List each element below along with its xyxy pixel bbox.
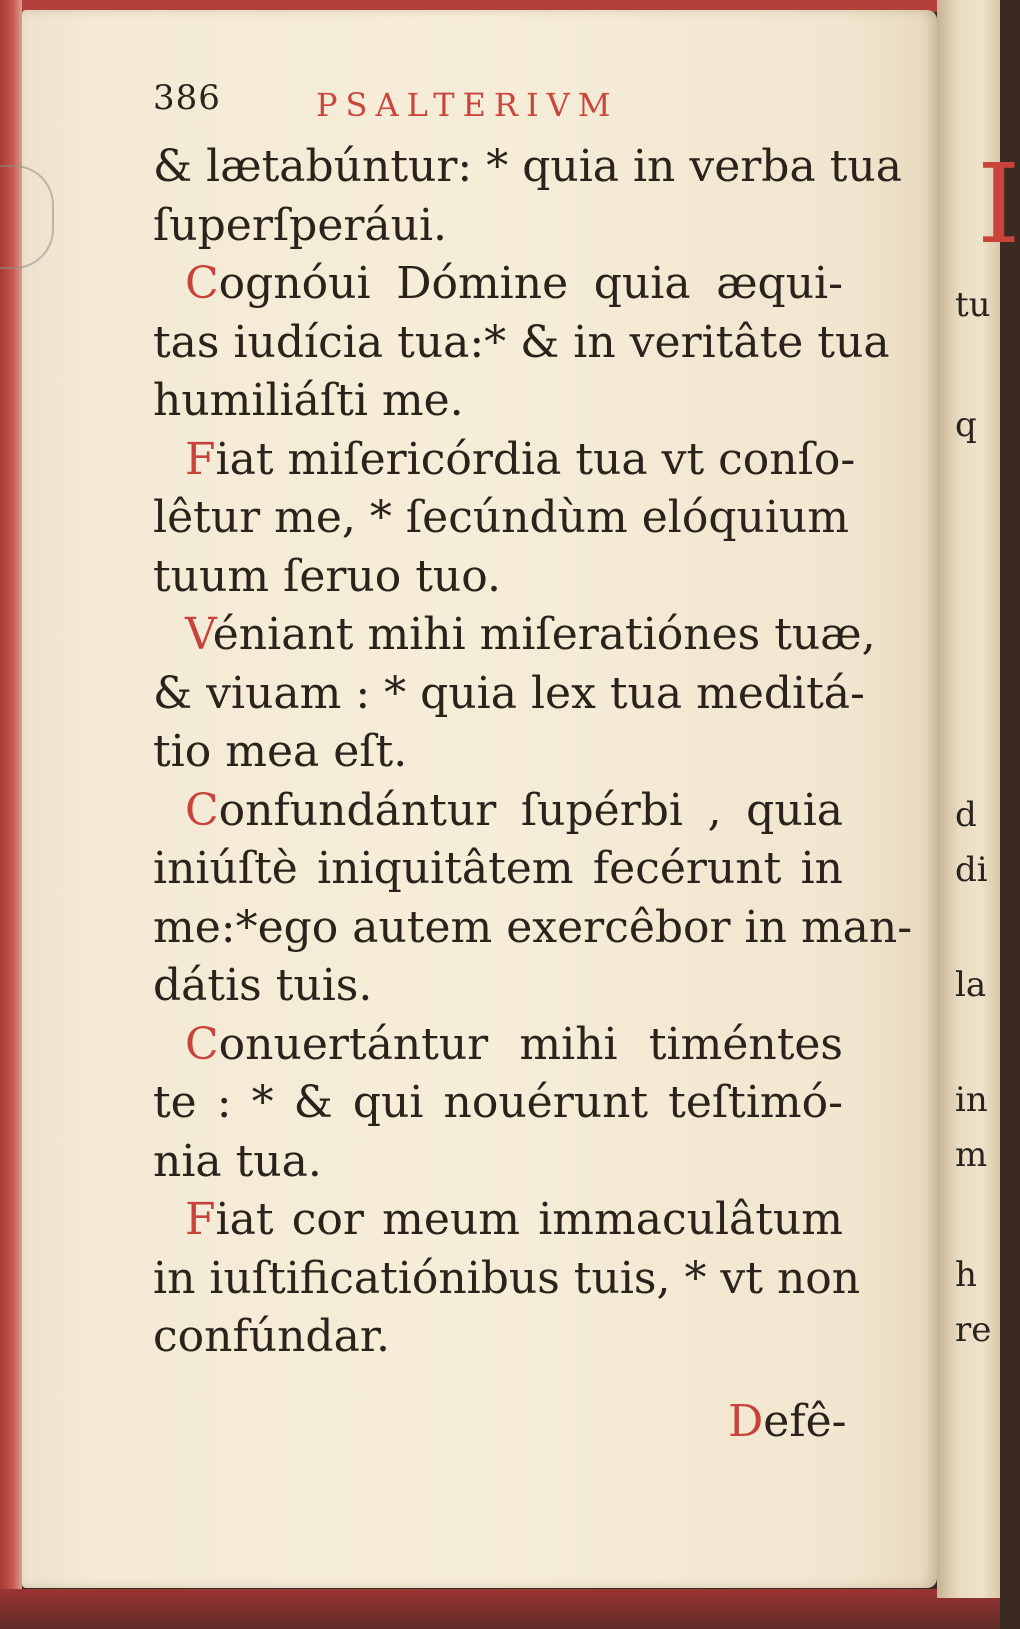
line-text: humiliáſti me.	[153, 375, 464, 426]
catchword-initial: D	[728, 1396, 764, 1447]
line-text: & lætabúntur: * quia in verba tua	[153, 141, 902, 192]
text-line	[153, 197, 843, 256]
rubricated-initial: F	[185, 1194, 216, 1245]
text-line	[153, 431, 856, 490]
line-text: lêtur me, * ſecúndùm elóquium	[153, 492, 849, 543]
text-line	[153, 314, 890, 373]
line-text: confúndar.	[153, 1311, 391, 1362]
facing-page-fragment: m	[955, 1135, 988, 1175]
text-line	[153, 548, 843, 607]
line-text: nia tua.	[153, 1135, 322, 1187]
catchword-text: efê-	[763, 1396, 847, 1447]
line-text: ſuperſperáui.	[153, 199, 448, 251]
line-text: éniant mihi miſeratiónes tuæ,	[212, 609, 876, 660]
text-line	[153, 1250, 861, 1309]
line-text: onfundántur ſupérbi , quia	[218, 784, 843, 836]
catchword	[728, 1396, 847, 1447]
facing-page-fragment: h	[955, 1255, 977, 1295]
line-text: tas iudícia tua:* & in veritâte tua	[153, 316, 890, 368]
text-line	[153, 138, 902, 197]
text-line	[153, 255, 843, 314]
facing-page-fragment: di	[955, 850, 988, 890]
text-line	[153, 840, 843, 899]
binding-bottom-edge	[0, 1589, 1000, 1629]
text-line	[153, 1074, 843, 1133]
line-text: dátis tuis.	[153, 960, 373, 1011]
line-text: tio mea eſt.	[153, 726, 408, 777]
text-line	[153, 489, 849, 548]
rubricated-initial: C	[185, 784, 219, 836]
facing-page-edge	[937, 0, 1020, 1598]
facing-page-fragment: d	[955, 795, 977, 835]
page-header	[153, 78, 853, 128]
rubricated-initial: F	[185, 433, 216, 485]
text-line	[153, 1308, 843, 1367]
text-line	[153, 372, 843, 431]
line-text: onuertántur mihi timéntes	[218, 1018, 843, 1070]
line-text: tuum ſeruo tuo.	[153, 550, 501, 602]
text-line	[153, 723, 843, 782]
text-line	[153, 606, 876, 665]
line-text: iat miſericórdia tua vt conſo-	[215, 433, 856, 485]
line-text: & viuam : * quia lex tua meditá-	[153, 667, 865, 719]
text-line	[153, 1191, 843, 1250]
facing-page-fragment: q	[955, 405, 977, 445]
facing-page-initial: I	[977, 140, 1020, 268]
line-text: iat cor meum immaculâtum	[215, 1194, 843, 1245]
line-text: me:*ego autem exercêbor in man-	[153, 901, 913, 953]
rubricated-initial: C	[185, 258, 219, 309]
text-line	[153, 782, 843, 841]
text-line	[153, 1133, 843, 1192]
psalm-text-block	[153, 138, 913, 1367]
facing-page-fragment: in	[955, 1080, 988, 1120]
line-text: ognóui Dómine quia æqui-	[218, 258, 843, 309]
text-line	[153, 957, 843, 1016]
line-text: te : * & qui nouérunt teſtimó-	[153, 1077, 843, 1128]
rubricated-initial: V	[185, 609, 213, 660]
line-text: iniúſtè iniquitâtem fecérunt in	[153, 843, 843, 894]
facing-page-fragment: la	[955, 965, 987, 1005]
facing-page-fragment: tu	[955, 285, 991, 325]
rubricated-initial: C	[185, 1018, 219, 1070]
facing-page-fragment: re	[955, 1310, 992, 1350]
text-line	[153, 665, 865, 724]
page-number: 386	[153, 78, 221, 118]
line-text: in iuſtificatiónibus tuis, * vt non	[153, 1252, 861, 1304]
text-line	[153, 899, 913, 958]
running-title: PSALTERIVM	[316, 86, 619, 124]
text-line	[153, 1016, 843, 1075]
